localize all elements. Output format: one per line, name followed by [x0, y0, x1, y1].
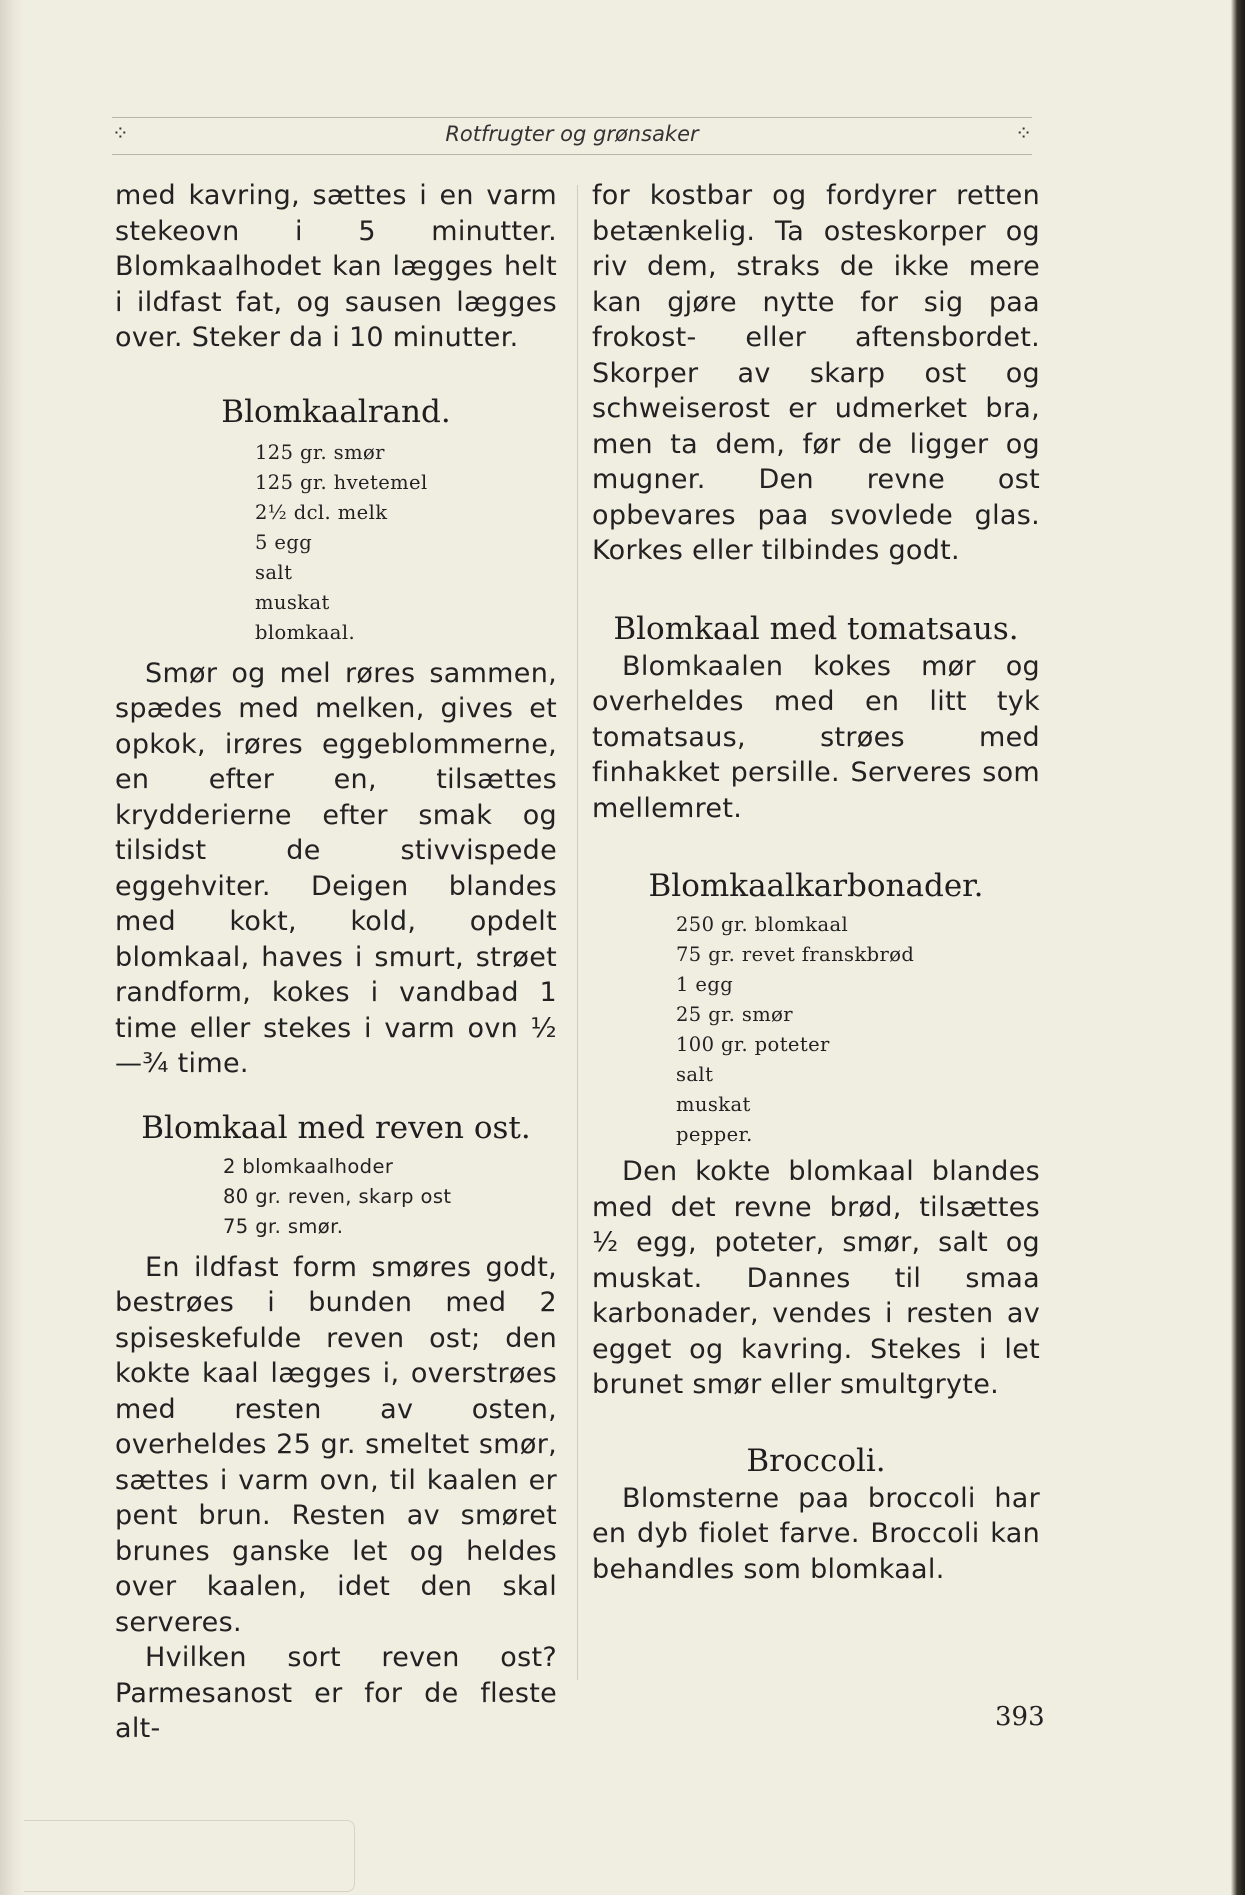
ingredient-item: 100 gr. poteter	[676, 1033, 830, 1056]
page-number: 393	[995, 1702, 1045, 1732]
ingredient-item: 250 gr. blomkaal	[676, 913, 849, 936]
running-header-title: Rotfrugter og grønsaker	[445, 122, 699, 146]
recipe-heading-blomkaalrand: Blomkaalrand.	[221, 393, 451, 430]
recipe-heading-karbonader: Blomkaalkarbonader.	[648, 868, 984, 904]
ingredient-list-karbonader	[676, 910, 1040, 1150]
paragraph: Smør og mel røres sammen, spædes med melken, gives et opkok, irøres eggeblommerne, en efter en, tilsættes krydderierne efter smak og tilsidst de stivvispede eggehviter. Deigen blandes med kokt, kold, opdelt blomkaal, haves i smurt, strøet randform, kokes i vandbad 1 time eller stekes i varm ovn ½—¾ time.	[115, 657, 557, 1079]
paragraph: En ildfast form smøres godt, bestrøes i bunden med 2 spiseskefulde reven ost; den kokte kaal lægges i, overstrøes med resten av osten, overheldes 25 gr. smeltet smør, sættes i varm ovn, til kaalen er pent brun. Resten av smøret brunes ganske let og heldes over kaalen, idet den skal serveres.	[115, 1251, 557, 1638]
paragraph: Blomsterne paa broccoli har en dyb fiolet farve. Broccoli kan behandles som blomkaal.	[592, 1482, 1040, 1585]
ingredient-item: pepper.	[676, 1123, 753, 1146]
ingredient-list-reven-ost	[223, 1152, 557, 1242]
recipe-heading-broccoli: Broccoli.	[746, 1442, 886, 1479]
ingredient-item: muskat	[255, 590, 330, 614]
paragraph: Hvilken sort reven ost? Parmesanost er for de fleste alt-	[115, 1642, 557, 1744]
ingredient-item: 75 gr. revet franskbrød	[676, 943, 915, 966]
paragraph: Den kokte blomkaal blandes med det revne brød, tilsættes ½ egg, poteter, smør, salt og muskat. Dannes til smaa karbonader, vendes i resten av egget og kavring. Stekes i let brunet smør eller smultgryte.	[592, 1156, 1040, 1400]
paragraph: med kavring, sættes i en varm stekeovn i 5 minutter. Blomkaalhodet kan lægges helt i ildfast fat, og sausen lægges over. Steker da i 10 minutter.	[115, 180, 557, 353]
running-header	[112, 117, 1032, 155]
column-divider	[577, 185, 578, 1680]
page-corner-mark	[24, 1820, 355, 1892]
right-column	[592, 178, 1040, 1587]
ingredient-item: 125 gr. smør	[255, 440, 385, 464]
ingredient-item: 80 gr. reven, skarp ost	[223, 1184, 452, 1208]
ingredient-item: salt	[255, 560, 293, 584]
ingredient-item: 2 blomkaalhoder	[223, 1154, 394, 1178]
recipe-heading-reven-ost: Blomkaal med reven ost.	[141, 1109, 531, 1146]
ingredient-item: 5 egg	[255, 530, 313, 554]
paragraph: for kostbar og fordyrer retten betænkelig. Ta osteskorper og riv dem, straks de ikke mere kan gjøre nytte for sig paa frokost- eller aftensbordet. Skorper av skarp ost og schweiserost er udmerket bra, men ta dem, før de ligger og mugner. Den revne ost opbevares paa svovlede glas. Korkes eller tilbindes godt.	[592, 180, 1040, 566]
ingredient-item: 2½ dcl. melk	[255, 500, 388, 524]
ingredient-item: 75 gr. smør.	[223, 1214, 344, 1238]
page-gutter-shadow	[0, 0, 24, 1895]
ingredient-item: 125 gr. hvetemel	[255, 470, 428, 494]
ingredient-item: 25 gr. smør	[676, 1003, 794, 1026]
page-edge-shadow	[1231, 0, 1245, 1895]
left-column	[115, 178, 557, 1747]
ingredient-item: salt	[676, 1063, 714, 1086]
ingredient-item: 1 egg	[676, 973, 734, 996]
recipe-heading-tomatsaus: Blomkaal med tomatsaus.	[613, 610, 1019, 647]
ingredient-list-blomkaalrand	[255, 438, 557, 648]
ornament-left-icon: ⁘	[112, 121, 129, 145]
ingredient-item: muskat	[676, 1093, 751, 1116]
ingredient-item: blomkaal.	[255, 620, 356, 644]
paragraph: Blomkaalen kokes mør og overheldes med en litt tyk tomatsaus, strøes med finhakket persille. Serveres som mellemret.	[592, 650, 1040, 824]
ornament-right-icon: ⁘	[1015, 121, 1032, 145]
